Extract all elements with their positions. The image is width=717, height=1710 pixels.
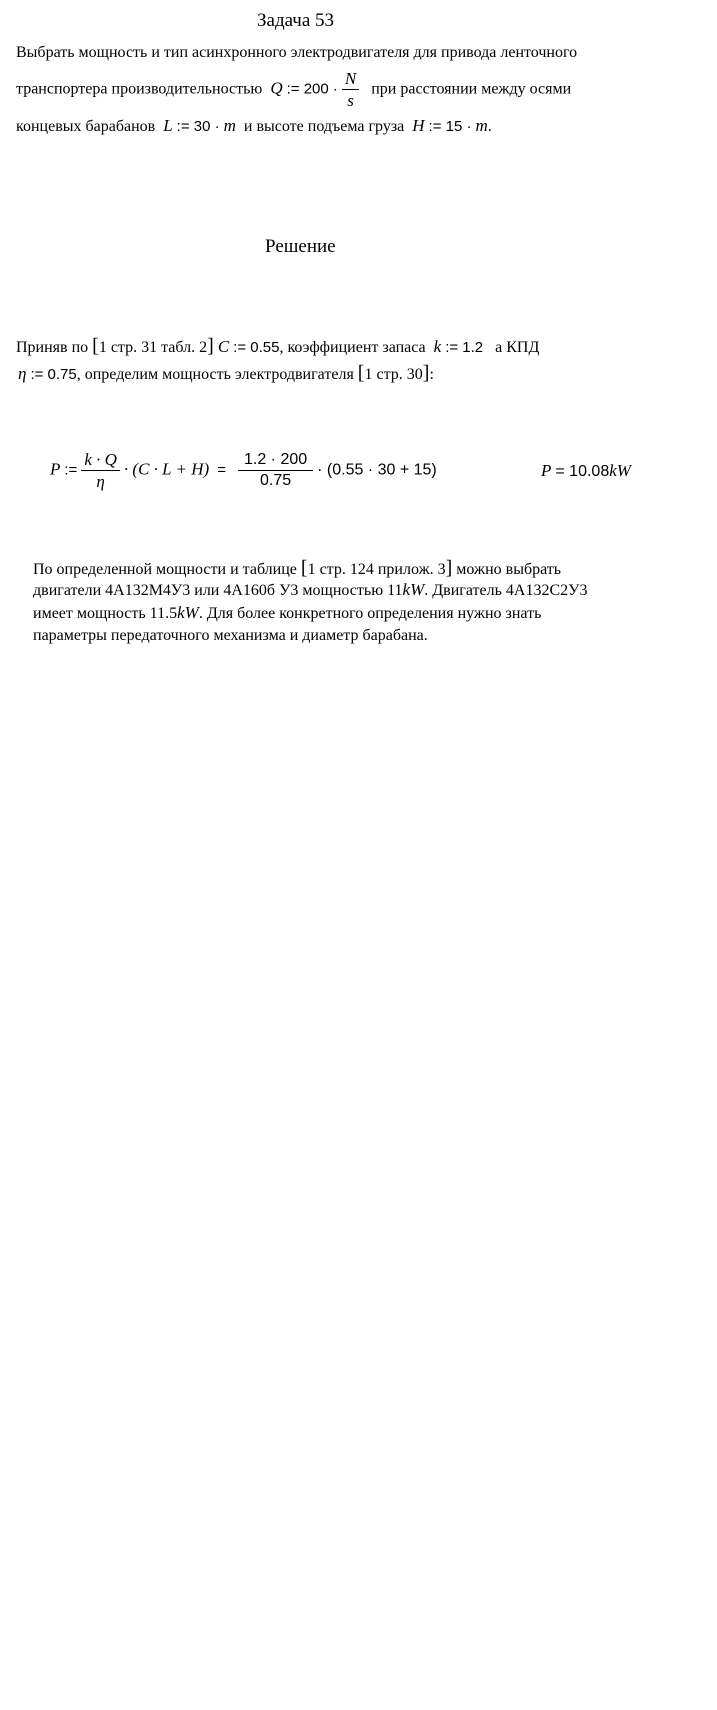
solution-ref-1: 1 стр. 31 табл. 2 <box>98 339 208 356</box>
conclusion-line-2-text-a: двигатели 4А132М4У3 или 4А160б У3 мощностью 11 <box>33 582 403 599</box>
formula-numerator: k · Q <box>81 449 120 471</box>
l-assign: := 30 · <box>176 118 220 135</box>
solution-line-1 <box>16 335 539 358</box>
h-variable: H <box>412 116 425 135</box>
q-assign: := 200 · <box>286 80 338 98</box>
formula-symbolic-fraction <box>81 449 120 493</box>
ref-close-bracket: ] <box>207 335 214 357</box>
formula-equals: = <box>217 461 226 479</box>
conclusion-line-4: параметры передаточного механизма и диаметр барабана. <box>33 627 428 644</box>
conclusion-line-1 <box>33 557 561 580</box>
solution-line-2 <box>18 362 434 385</box>
c-assign: := 0.55 <box>233 339 280 356</box>
task-line-3-text-b: и высоте подъема груза <box>243 118 405 135</box>
conclusion-ref: 1 стр. 124 прилож. 3 <box>307 561 446 578</box>
solution-line-1-text-b: , коэффициент запаса <box>279 339 426 356</box>
solution-line-2-text-a: , определим мощность электродвигателя <box>76 366 354 383</box>
task-line-3-text-a: концевых барабанов <box>16 118 156 135</box>
formula-numeric-tail: · (0.55 · 30 + 15) <box>317 461 437 479</box>
q-variable: Q <box>270 78 283 98</box>
conclusion-line-2 <box>33 580 587 600</box>
task-line-2-text-b: при расстоянии между осями <box>371 80 572 98</box>
conclusion-unit-1: kW <box>402 580 425 599</box>
k-assign: := 1.2 <box>445 339 484 356</box>
q-unit-fraction <box>342 68 359 112</box>
c-variable: C <box>217 337 230 356</box>
ref-open-bracket: [ <box>357 362 365 384</box>
k-variable: k <box>433 337 442 356</box>
conclusion-line-3 <box>33 603 541 623</box>
formula-symbolic-tail: · (C · L + H) <box>123 459 210 479</box>
conclusion-line-1-text-b: можно выбрать <box>456 561 562 578</box>
ref-open-bracket: [ <box>92 335 99 357</box>
formula-result <box>541 461 631 481</box>
formula-numeric-fraction <box>238 450 313 491</box>
task-line-2-text-a: транспортера производительностью <box>16 80 263 98</box>
conclusion-line-2-text-b: . Двигатель 4А132С2У3 <box>424 582 588 599</box>
solution-ref-2: 1 стр. 30 <box>364 366 423 383</box>
ref-open-bracket: [ <box>300 557 308 579</box>
task-line-2 <box>16 68 571 112</box>
h-assign: := 15 · <box>428 118 472 135</box>
formula-numeric-denominator: 0.75 <box>259 472 292 490</box>
formula-p-variable: P <box>50 459 61 479</box>
conclusion-line-3-text-b: . Для более конкретного определения нужно знать <box>198 605 542 622</box>
formula-denominator: η <box>96 472 105 492</box>
l-variable: L <box>163 116 173 135</box>
solution-line-2-end: : <box>429 366 434 383</box>
formula-numeric-numerator: 1.2 · 200 <box>238 450 313 471</box>
eta-assign: := 0.75 <box>30 366 77 383</box>
ref-close-bracket: ] <box>422 362 430 384</box>
result-unit: kW <box>609 461 631 480</box>
task-line-3-end: . <box>487 118 492 135</box>
task-title: Задача 53 <box>257 10 335 31</box>
task-line-1: Выбрать мощность и тип асинхронного электродвигателя для привода ленточного <box>16 44 578 61</box>
q-unit-numerator: N <box>342 68 359 90</box>
task-line-3 <box>16 116 492 136</box>
solution-line-1-text-a: Приняв по <box>16 339 89 356</box>
formula-assign: := <box>64 461 78 479</box>
solution-line-1-text-c: а КПД <box>495 339 540 356</box>
eta-variable: η <box>18 364 27 383</box>
conclusion-unit-2: kW <box>177 603 199 622</box>
conclusion-line-3-text-a: имеет мощность 11.5 <box>33 605 178 622</box>
conclusion-line-1-text-a: По определенной мощности и таблице <box>33 561 297 578</box>
l-unit: m <box>223 116 236 135</box>
ref-close-bracket: ] <box>445 557 453 579</box>
solution-heading: Решение <box>265 236 336 257</box>
power-formula <box>50 449 437 493</box>
result-p-variable: P <box>541 461 552 480</box>
result-value: = 10.08 <box>555 463 610 480</box>
h-unit: m <box>475 116 488 135</box>
q-unit-denominator: s <box>347 91 354 111</box>
